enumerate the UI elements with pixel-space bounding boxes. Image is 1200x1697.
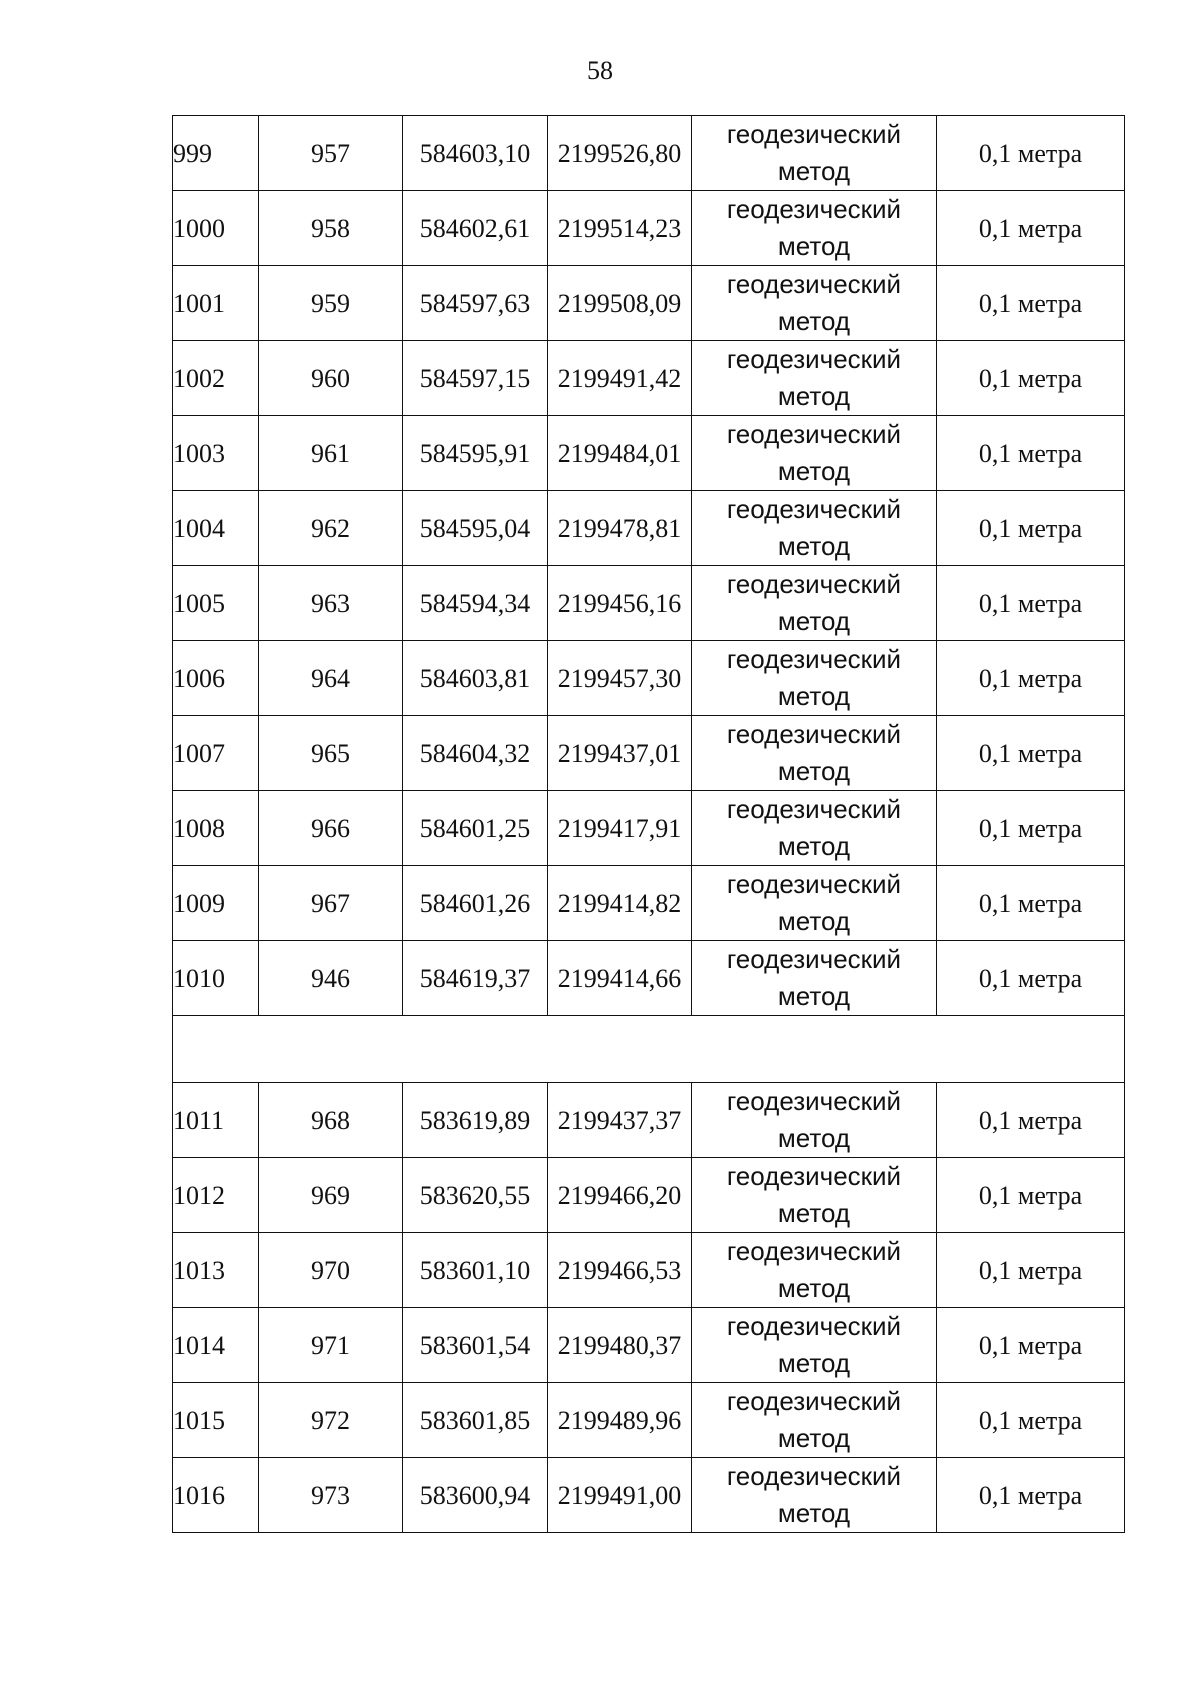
- point-number-cell: 969: [259, 1158, 403, 1233]
- method-cell: [692, 1308, 937, 1383]
- accuracy-cell: 0,1 метра: [937, 1083, 1125, 1158]
- method-cell: [692, 1383, 937, 1458]
- point-number-cell: 964: [259, 641, 403, 716]
- point-number-cell: 962: [259, 491, 403, 566]
- x-coordinate-cell: 584603,10: [403, 116, 548, 191]
- point-number-cell: 961: [259, 416, 403, 491]
- method-line-2: метод: [777, 606, 851, 636]
- separator-cell: [173, 1016, 1125, 1083]
- method-cell: [692, 1083, 937, 1158]
- y-coordinate-cell: 2199456,16: [548, 566, 692, 641]
- row-number-cell: 1011: [173, 1083, 259, 1158]
- table-row: [173, 941, 1125, 1016]
- method-line-2: метод: [777, 906, 851, 936]
- x-coordinate-cell: 584595,04: [403, 491, 548, 566]
- row-number-cell: 1001: [173, 266, 259, 341]
- method-line-1: геодезический: [726, 269, 902, 299]
- y-coordinate-cell: 2199489,96: [548, 1383, 692, 1458]
- method-line-2: метод: [777, 1423, 851, 1453]
- accuracy-cell: 0,1 метра: [937, 116, 1125, 191]
- y-coordinate-cell: 2199480,37: [548, 1308, 692, 1383]
- method-line-2: метод: [777, 231, 851, 261]
- method-line-1: геодезический: [726, 1386, 902, 1416]
- table-row: [173, 866, 1125, 941]
- method-line-2: метод: [777, 1348, 851, 1378]
- method-line-1: геодезический: [726, 719, 902, 749]
- y-coordinate-cell: 2199417,91: [548, 791, 692, 866]
- y-coordinate-cell: 2199478,81: [548, 491, 692, 566]
- table-row: [173, 566, 1125, 641]
- method-line-1: геодезический: [726, 1161, 902, 1191]
- x-coordinate-cell: 583601,10: [403, 1233, 548, 1308]
- y-coordinate-cell: 2199514,23: [548, 191, 692, 266]
- x-coordinate-cell: 584595,91: [403, 416, 548, 491]
- method-line-1: геодезический: [726, 644, 902, 674]
- method-cell: [692, 416, 937, 491]
- x-coordinate-cell: 584604,32: [403, 716, 548, 791]
- method-cell: [692, 191, 937, 266]
- method-line-1: геодезический: [726, 194, 902, 224]
- method-cell: [692, 116, 937, 191]
- method-cell: [692, 266, 937, 341]
- method-cell: [692, 866, 937, 941]
- table-row: [173, 641, 1125, 716]
- table-row: [173, 1383, 1125, 1458]
- y-coordinate-cell: 2199491,00: [548, 1458, 692, 1533]
- accuracy-cell: 0,1 метра: [937, 641, 1125, 716]
- y-coordinate-cell: 2199457,30: [548, 641, 692, 716]
- accuracy-cell: 0,1 метра: [937, 341, 1125, 416]
- point-number-cell: 973: [259, 1458, 403, 1533]
- method-cell: [692, 341, 937, 416]
- point-number-cell: 957: [259, 116, 403, 191]
- x-coordinate-cell: 583620,55: [403, 1158, 548, 1233]
- table-row: [173, 416, 1125, 491]
- coordinates-table: [172, 115, 1125, 1533]
- point-number-cell: 968: [259, 1083, 403, 1158]
- method-line-2: метод: [777, 1198, 851, 1228]
- x-coordinate-cell: 584601,26: [403, 866, 548, 941]
- row-number-cell: 1006: [173, 641, 259, 716]
- y-coordinate-cell: 2199437,37: [548, 1083, 692, 1158]
- point-number-cell: 971: [259, 1308, 403, 1383]
- accuracy-cell: 0,1 метра: [937, 1458, 1125, 1533]
- x-coordinate-cell: 584597,15: [403, 341, 548, 416]
- method-cell: [692, 491, 937, 566]
- point-number-cell: 946: [259, 941, 403, 1016]
- table-row: [173, 1158, 1125, 1233]
- table-row: [173, 116, 1125, 191]
- y-coordinate-cell: 2199414,66: [548, 941, 692, 1016]
- method-line-2: метод: [777, 381, 851, 411]
- accuracy-cell: 0,1 метра: [937, 191, 1125, 266]
- method-line-2: метод: [777, 756, 851, 786]
- point-number-cell: 958: [259, 191, 403, 266]
- method-line-1: геодезический: [726, 869, 902, 899]
- y-coordinate-cell: 2199466,53: [548, 1233, 692, 1308]
- method-line-2: метод: [777, 981, 851, 1011]
- row-number-cell: 1004: [173, 491, 259, 566]
- row-number-cell: 1008: [173, 791, 259, 866]
- y-coordinate-cell: 2199437,01: [548, 716, 692, 791]
- method-line-2: метод: [777, 306, 851, 336]
- y-coordinate-cell: 2199466,20: [548, 1158, 692, 1233]
- table-row: [173, 1308, 1125, 1383]
- row-number-cell: 1016: [173, 1458, 259, 1533]
- row-number-cell: 1007: [173, 716, 259, 791]
- method-line-2: метод: [777, 1273, 851, 1303]
- method-line-1: геодезический: [726, 119, 902, 149]
- method-cell: [692, 941, 937, 1016]
- accuracy-cell: 0,1 метра: [937, 716, 1125, 791]
- x-coordinate-cell: 583619,89: [403, 1083, 548, 1158]
- table-row: [173, 791, 1125, 866]
- method-line-2: метод: [777, 456, 851, 486]
- point-number-cell: 960: [259, 341, 403, 416]
- method-cell: [692, 641, 937, 716]
- row-number-cell: 1009: [173, 866, 259, 941]
- row-number-cell: 1013: [173, 1233, 259, 1308]
- method-line-2: метод: [777, 156, 851, 186]
- method-cell: [692, 566, 937, 641]
- accuracy-cell: 0,1 метра: [937, 1233, 1125, 1308]
- accuracy-cell: 0,1 метра: [937, 1158, 1125, 1233]
- method-line-1: геодезический: [726, 944, 902, 974]
- method-line-1: геодезический: [726, 569, 902, 599]
- point-number-cell: 970: [259, 1233, 403, 1308]
- table-row: [173, 266, 1125, 341]
- method-line-2: метод: [777, 1123, 851, 1153]
- table-row: [173, 341, 1125, 416]
- method-line-1: геодезический: [726, 1236, 902, 1266]
- accuracy-cell: 0,1 метра: [937, 941, 1125, 1016]
- accuracy-cell: 0,1 метра: [937, 1383, 1125, 1458]
- row-number-cell: 1003: [173, 416, 259, 491]
- method-line-1: геодезический: [726, 419, 902, 449]
- point-number-cell: 963: [259, 566, 403, 641]
- accuracy-cell: 0,1 метра: [937, 491, 1125, 566]
- method-line-2: метод: [777, 681, 851, 711]
- separator-row: [173, 1016, 1125, 1083]
- x-coordinate-cell: 584602,61: [403, 191, 548, 266]
- table-row: [173, 491, 1125, 566]
- row-number-cell: 1002: [173, 341, 259, 416]
- method-cell: [692, 1158, 937, 1233]
- point-number-cell: 967: [259, 866, 403, 941]
- point-number-cell: 966: [259, 791, 403, 866]
- method-cell: [692, 716, 937, 791]
- row-number-cell: 1012: [173, 1158, 259, 1233]
- method-line-2: метод: [777, 531, 851, 561]
- row-number-cell: 1000: [173, 191, 259, 266]
- method-line-1: геодезический: [726, 1086, 902, 1116]
- accuracy-cell: 0,1 метра: [937, 1308, 1125, 1383]
- point-number-cell: 972: [259, 1383, 403, 1458]
- coordinates-table-body: [173, 116, 1125, 1533]
- method-line-2: метод: [777, 831, 851, 861]
- accuracy-cell: 0,1 метра: [937, 566, 1125, 641]
- y-coordinate-cell: 2199491,42: [548, 341, 692, 416]
- method-line-1: геодезический: [726, 344, 902, 374]
- method-cell: [692, 791, 937, 866]
- x-coordinate-cell: 584597,63: [403, 266, 548, 341]
- x-coordinate-cell: 584603,81: [403, 641, 548, 716]
- page-number: 58: [587, 56, 613, 85]
- row-number-cell: 1015: [173, 1383, 259, 1458]
- point-number-cell: 965: [259, 716, 403, 791]
- y-coordinate-cell: 2199526,80: [548, 116, 692, 191]
- y-coordinate-cell: 2199414,82: [548, 866, 692, 941]
- row-number-cell: 1005: [173, 566, 259, 641]
- point-number-cell: 959: [259, 266, 403, 341]
- accuracy-cell: 0,1 метра: [937, 416, 1125, 491]
- table-row: [173, 716, 1125, 791]
- table-row: [173, 1458, 1125, 1533]
- x-coordinate-cell: 584601,25: [403, 791, 548, 866]
- row-number-cell: 999: [173, 116, 259, 191]
- accuracy-cell: 0,1 метра: [937, 266, 1125, 341]
- method-line-2: метод: [777, 1498, 851, 1528]
- x-coordinate-cell: 583601,54: [403, 1308, 548, 1383]
- table-row: [173, 1083, 1125, 1158]
- y-coordinate-cell: 2199484,01: [548, 416, 692, 491]
- table-row: [173, 191, 1125, 266]
- y-coordinate-cell: 2199508,09: [548, 266, 692, 341]
- method-line-1: геодезический: [726, 1461, 902, 1491]
- x-coordinate-cell: 584619,37: [403, 941, 548, 1016]
- method-line-1: геодезический: [726, 794, 902, 824]
- accuracy-cell: 0,1 метра: [937, 866, 1125, 941]
- accuracy-cell: 0,1 метра: [937, 791, 1125, 866]
- row-number-cell: 1014: [173, 1308, 259, 1383]
- method-cell: [692, 1458, 937, 1533]
- method-line-1: геодезический: [726, 494, 902, 524]
- row-number-cell: 1010: [173, 941, 259, 1016]
- x-coordinate-cell: 583601,85: [403, 1383, 548, 1458]
- method-line-1: геодезический: [726, 1311, 902, 1341]
- table-row: [173, 1233, 1125, 1308]
- method-cell: [692, 1233, 937, 1308]
- x-coordinate-cell: 584594,34: [403, 566, 548, 641]
- x-coordinate-cell: 583600,94: [403, 1458, 548, 1533]
